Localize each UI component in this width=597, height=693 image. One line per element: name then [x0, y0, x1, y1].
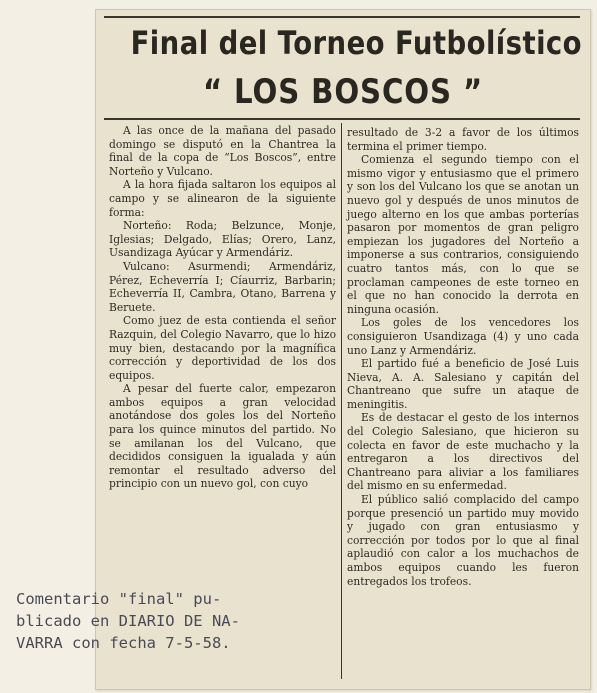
top-rule	[104, 16, 580, 18]
headline-line-1: Final del Torneo Futbolístico	[130, 24, 583, 62]
article-left-column	[109, 124, 336, 491]
article-paragraph: Como juez de esta contienda el señor Razquin, del Colegio Navarro, que lo hizo muy bien, destacando por la magnífica corrección y deportividad de los dos equipos.	[109, 314, 336, 382]
typed-caption	[16, 588, 306, 654]
headline-rule	[104, 118, 580, 120]
article-paragraph: Vulcano: Asurmendi; Armendáriz, Pérez, Echeverría I; Cíaurriz, Barbarin; Echeverría II, Cambra, Otano, Barrena y Beruete.	[109, 259, 336, 314]
column-divider	[341, 123, 342, 679]
article-paragraph: Norteño: Roda; Belzunce, Monje, Iglesias; Delgado, Elías; Orero, Lanz, Usandizaga Ayúcar y Armendáriz.	[109, 219, 336, 260]
article-paragraph: El partido fué a beneficio de José Luis Nieva, A. A. Salesiano y capitán del Chantreano que sufre un ataque de meningitis.	[347, 357, 579, 411]
article-paragraph: Comienza el segundo tiempo con el mismo vigor y entusiasmo que el primero y son los del Vulcano los que se anotan un nuevo gol y después de unos minutos de juego alterno en los que ambas porterías pasaron por momentos de gran peligro empiezan los jugadores del Norteño a imponerse a sus contrarios, consiguiendo cuatro tantos más, con lo que se proclaman campeones de este torneo en el que no han conocido la derrota en ninguna ocasión.	[347, 153, 579, 316]
article-paragraph: A las once de la mañana del pasado domingo se disputó en la Chantrea la final de la copa de “Los Boscos”, entre Norteño y Vulcano.	[109, 124, 336, 178]
caption-line: Comentario "final" pu-	[16, 590, 222, 608]
article-paragraph: El público salió complacido del campo porque presenció un partido muy movido y jugado con gran entusiasmo y corrección por todos por lo que al final aplaudió con calor a los muchachos de ambos equipos cuando les fueron entregados los trofeos.	[347, 493, 579, 588]
article-paragraph: A pesar del fuerte calor, empezaron ambos equipos a gran velocidad anotándose dos goles los del Norteño para los quince minutos del partido. No se amilanan los del Vulcano, que decididos consiguen la igualada y aún remontar el resultado adverso del principio con un nuevo gol, con cuyo	[109, 382, 336, 491]
article-paragraph: resultado de 3-2 a favor de los últimos termina el primer tiempo.	[347, 126, 579, 153]
article-paragraph: Es de destacar el gesto de los internos del Colegio Salesiano, que hicieron su colecta en favor de este muchacho y la entregaron a los directivos del Chantreano para aliviar a los familiares del mismo en su enfermedad.	[347, 411, 579, 493]
article-right-column	[347, 126, 579, 588]
article-paragraph: A la hora fijada saltaron los equipos al campo y se alinearon de la siguiente forma:	[109, 178, 336, 219]
caption-line: VARRA con fecha 7-5-58.	[16, 634, 231, 652]
caption-line: blicado en DIARIO DE NA-	[16, 612, 240, 630]
article-paragraph: Los goles de los vencedores los consiguieron Usandizaga (4) y uno cada uno Lanz y Armendáriz.	[347, 316, 579, 357]
headline-line-2: “ LOS BOSCOS ”	[202, 72, 484, 112]
